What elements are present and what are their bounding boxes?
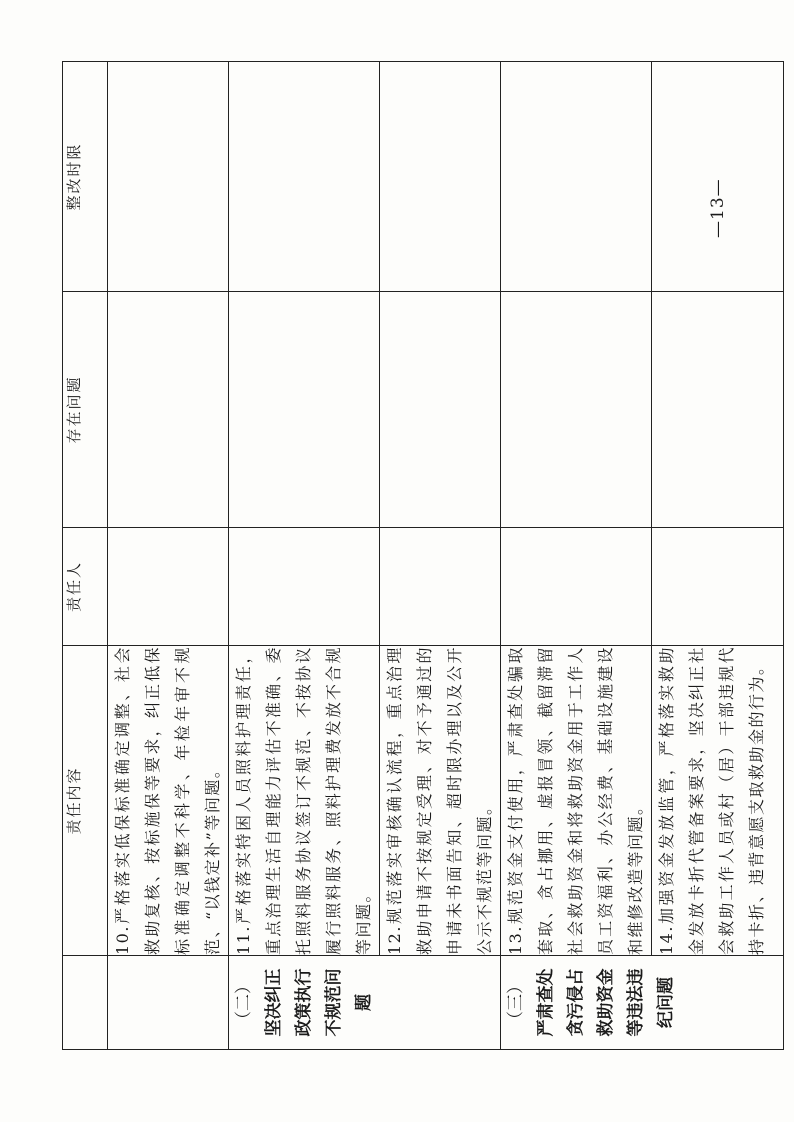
category-number: （三） [506, 977, 526, 1028]
category-cell-3 [501, 956, 784, 1050]
category-number: （二） [234, 977, 254, 1028]
page-number: —13— [708, 178, 728, 238]
header-responsible: 责任人 [63, 528, 108, 646]
content-cell: 14.加强资金发放监管，严格落实救助金发放卡折代管备案要求，坚决纠正社会救助工作人员或村（居）干部违规代持卡折、违背意愿支取救助金的行为。 [652, 646, 784, 956]
table-row [380, 62, 501, 1050]
category-title: 严肃查处贪污侵占救助资金等违法违纪问题 [536, 968, 676, 1037]
table-row [108, 62, 229, 1050]
responsible-cell[interactable] [108, 528, 229, 646]
header-category [63, 956, 108, 1050]
responsible-cell[interactable] [501, 528, 652, 646]
category-cell-2 [229, 956, 501, 1050]
responsible-cell[interactable] [380, 528, 501, 646]
problems-cell[interactable] [380, 292, 501, 528]
header-row [63, 62, 108, 1050]
problems-cell[interactable] [229, 292, 380, 528]
problems-cell[interactable] [108, 292, 229, 528]
problems-cell[interactable] [501, 292, 652, 528]
content-cell: 10.严格落实低保标准确定调整、社会救助复核、按标施保等要求，纠正低保标准确定调整不科学、年检年审不规范、“以钱定补”等问题。 [108, 646, 229, 956]
deadline-cell[interactable] [380, 62, 501, 292]
problems-cell[interactable] [652, 292, 784, 528]
table-row [501, 62, 652, 1050]
responsibility-table [62, 61, 784, 1050]
category-cell [108, 956, 229, 1050]
responsible-cell[interactable] [652, 528, 784, 646]
header-content: 责任内容 [63, 646, 108, 956]
category-title: 坚决纠正政策执行不规范问题 [264, 968, 374, 1037]
rotated-table-sheet [62, 62, 766, 1050]
responsible-cell[interactable] [229, 528, 380, 646]
content-cell: 12.规范落实审核确认流程，重点治理救助申请不按规定受理、对不予通过的申请未书面告知、超时限办理以及公开公示不规范等问题。 [380, 646, 501, 956]
content-cell: 13.规范资金支付使用，严肃查处骗取套取、贪占挪用、虚报冒领、截留滞留社会救助资金和将救助资金用于工作人员工资福利、办公经费、基础设施建设和维修改造等问题。 [501, 646, 652, 956]
header-problems: 存在问题 [63, 292, 108, 528]
content-cell: 11.严格落实特困人员照料护理责任，重点治理生活自理能力评估不准确、委托照料服务协议签订不规范、不按协议履行照料服务、照料护理费发放不合规等问题。 [229, 646, 380, 956]
deadline-cell[interactable] [108, 62, 229, 292]
table-row [229, 62, 380, 1050]
deadline-cell[interactable] [501, 62, 652, 292]
deadline-cell[interactable] [229, 62, 380, 292]
header-deadline: 整改时限 [63, 62, 108, 292]
